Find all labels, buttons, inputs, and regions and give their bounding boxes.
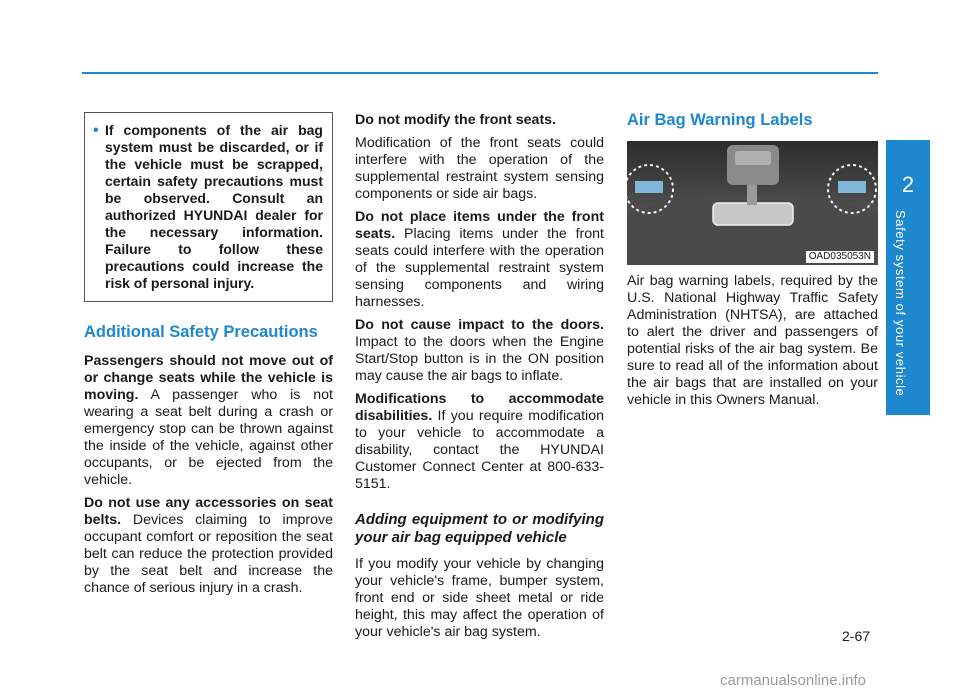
column-3 (627, 112, 878, 415)
header-rule (82, 72, 878, 74)
paragraph-body: Impact to the doors when the Engine Start/Stop button is in the ON position may cause the air bags to inflate. (355, 334, 604, 384)
paragraph-doors (355, 317, 604, 385)
warning-box (84, 112, 333, 302)
subheading-adding-equipment: Adding equipment to or modifying your air bag equipped vehicle (355, 511, 604, 546)
paragraph-modify-vehicle: If you modify your vehicle by changing your vehicle's frame, bumper system, front end or side sheet metal or ride height, this may affect the operation of your vehicle's air bag system. (355, 556, 604, 640)
paragraph-body: Devices claiming to improve occupant comfort or reposition the seat belt can reduce the protection provided by the seat belt and increase the chance of serious injury in a crash. (84, 512, 333, 596)
site-watermark: carmanualsonline.info (720, 672, 866, 689)
figure-code: OAD035053N (806, 251, 874, 263)
paragraph-warning-labels: Air bag warning labels, required by the U.S. National Highway Traffic Safety Administration (NHTSA), are attached to alert the driver and passengers of potential risks of the air bag system. Be sure to read all of the information about the air bags that are installed on your vehicle in this Owners Manual. (627, 273, 878, 408)
section-heading-additional-safety: Additional Safety Precautions (84, 323, 318, 341)
rearview-mirror (713, 203, 793, 225)
paragraph-lead: Do not use any accessories on seat belts. (84, 495, 333, 528)
chapter-tab (886, 140, 930, 415)
paragraph-disabilities (355, 391, 604, 493)
section-heading-warning-labels: Air Bag Warning Labels (627, 111, 813, 129)
paragraph-lead: Passengers should not move out of or change seats while the vehicle is moving. (84, 353, 333, 403)
paragraph-lead: Do not cause impact to the doors. (355, 317, 604, 333)
left-warning-label (635, 181, 663, 193)
chapter-title: Safety system of your vehicle (893, 210, 908, 397)
chapter-number: 2 (901, 172, 915, 197)
column-1 (84, 112, 333, 603)
warning-text: If components of the air bag system must be discarded, or if the vehicle must be scrapped, certain safety precautions must be observed. Consult an authorized HYUNDAI dealer for the necessary information. Failure to follow these precautions could increase the risk of personal injury. (105, 122, 323, 291)
paragraph-passengers (84, 353, 333, 489)
headliner-illustration (627, 141, 878, 265)
paragraph-front-seats (355, 112, 604, 203)
airbag-label-figure (627, 141, 878, 265)
paragraph-body: Placing items under the front seats could interfere with the operation of the supplemental restraint system sensing components and wiring harnesses. (355, 226, 604, 310)
paragraph-body: Modification of the front seats could interfere with the operation of the supplemental restraint system sensing components or side air bags. (355, 135, 604, 202)
right-warning-label (838, 181, 866, 193)
paragraph-body: A passenger who is not wearing a seat belt during a crash or emergency stop can be thrown against the inside of the vehicle, against other occupants, or be ejected from the vehicle. (84, 387, 333, 488)
paragraph-lead: Modifications to accommodate disabilities. (355, 391, 604, 424)
paragraph-body: If you require modification to your vehicle to accommodate a disability, contact the HYUNDAI Customer Connect Center at 800-633-5151. (355, 408, 604, 492)
paragraph-lead: Do not place items under the front seats. (355, 209, 604, 242)
paragraph-under-seats (355, 209, 604, 311)
warning-item (93, 122, 323, 292)
bullet-icon: • (93, 122, 99, 139)
paragraph-lead: Do not modify the front seats. (355, 112, 556, 128)
column-2 (355, 112, 604, 647)
paragraph-accessories (84, 495, 333, 597)
page-number: 2-67 (842, 628, 871, 644)
